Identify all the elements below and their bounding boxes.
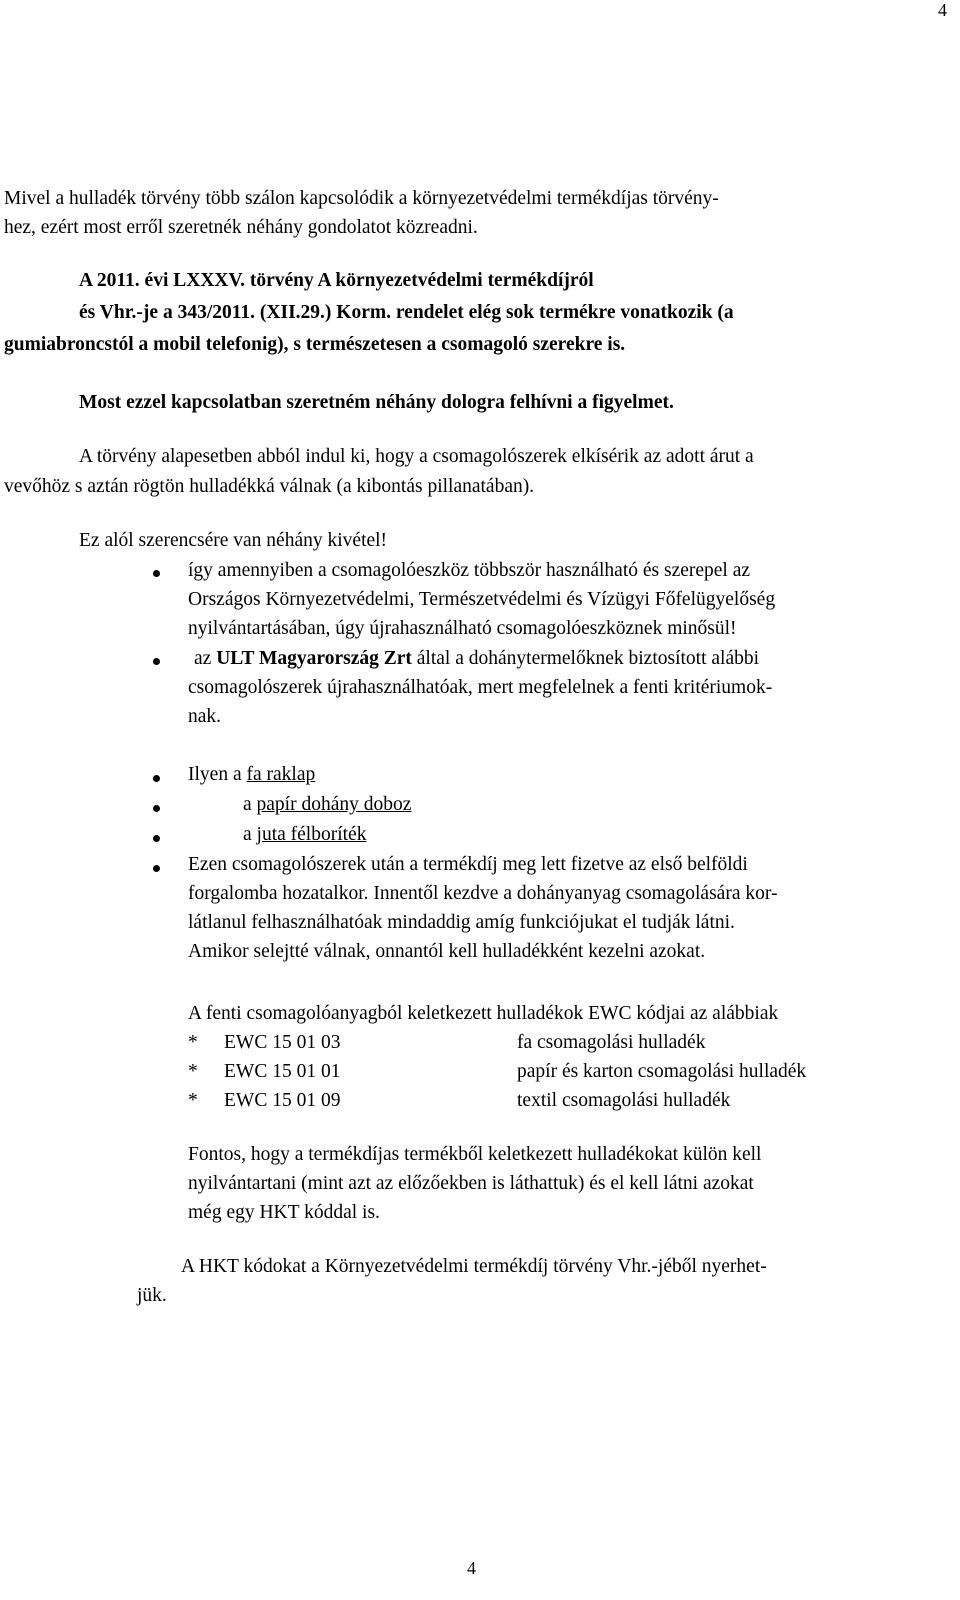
law-line-2: és Vhr.-je a 343/2011. (XII.29.) Korm. rendelet elég sok termékre vonatkozik (a [79, 302, 734, 323]
packaging-item-3-name: juta félboríték [256, 824, 367, 845]
fee-paid-line-2: forgalomba hozatalkor. Innentől kezdve a dohányanyag csomagolására kor- [188, 883, 778, 904]
ewc-star: * [188, 1061, 198, 1082]
important-line-1: Fontos, hogy a termékdíjas termékből keletkezett hulladékokat külön kell [188, 1144, 762, 1165]
hkt-line-2: jük. [137, 1285, 167, 1306]
exception-1-line-2: Országos Környezetvédelmi, Természetvédelmi és Vízügyi Főfelügyelőség [188, 589, 776, 610]
exception-2-rest: által a dohánytermelőknek biztosított alábbi [411, 648, 760, 669]
packaging-item-2 [243, 794, 411, 816]
exception-2-line-1 [188, 648, 759, 670]
ewc-description: textil csomagolási hulladék [517, 1090, 731, 1111]
important-line-2: nyilvántartani (mint azt az előzőekben is láthattuk) és el kell látni azokat [188, 1173, 754, 1194]
packaging-item-3-prefix: a [243, 824, 257, 845]
hkt-line-1: A HKT kódokat a Környezetvédelmi termékdíj törvény Vhr.-jéből nyerhet- [181, 1256, 767, 1277]
fee-paid-line-3: látlanul felhasználhatóak mindaddig amíg funkciójukat el tudják látni. [188, 912, 735, 933]
law-line-1: A 2011. évi LXXXV. törvény A környezetvédelmi termékdíjról [79, 270, 594, 291]
intro-line-1: Mivel a hulladék törvény több szálon kapcsolódik a környezetvédelmi termékdíjas törvény- [4, 188, 719, 209]
packaging-item-2-name: papír dohány doboz [256, 794, 412, 815]
bullet-icon [153, 835, 160, 842]
bullet-icon [153, 805, 160, 812]
exception-1-line-3: nyilvántartásában, úgy újrahasználható csomagolóeszköznek minősül! [188, 618, 737, 639]
bullet-icon [153, 570, 160, 577]
ewc-description: fa csomagolási hulladék [517, 1032, 706, 1053]
basic-case-line-2: vevőhöz s aztán rögtön hulladékká válnak (a kibontás pillanatában). [4, 476, 535, 497]
fee-paid-line-1: Ezen csomagolószerek után a termékdíj meg lett fizetve az első belföldi [188, 854, 748, 875]
law-line-3: gumiabroncstól a mobil telefonig), s természetesen a csomagoló szerekre is. [4, 334, 626, 355]
exception-2-prefix: az [194, 648, 217, 669]
ewc-description: papír és karton csomagolási hulladék [517, 1061, 807, 1082]
company-name: ULT Magyarország Zrt [216, 648, 412, 669]
ewc-star: * [188, 1090, 198, 1111]
ewc-code: EWC 15 01 09 [224, 1090, 341, 1111]
packaging-item-2-prefix: a [243, 794, 257, 815]
important-line-3: még egy HKT kóddal is. [188, 1202, 380, 1223]
basic-case-line-1: A törvény alapesetben abból indul ki, hogy a csomagolószerek elkísérik az adott árut a [79, 446, 754, 467]
exception-1-line-1: így amennyiben a csomagolóeszköz többször használható és szerepel az [188, 560, 751, 581]
packaging-item-3 [243, 824, 366, 846]
ewc-star: * [188, 1032, 198, 1053]
ewc-code: EWC 15 01 01 [224, 1061, 341, 1082]
exception-2-line-3: nak. [188, 706, 222, 727]
packaging-item-1-name: fa raklap [246, 764, 316, 785]
bullet-icon [153, 865, 160, 872]
packaging-item-1 [188, 764, 315, 786]
exception-2-line-2: csomagolószerek újrahasználhatóak, mert megfelelnek a fenti kritériumok- [188, 677, 773, 698]
bullet-icon [153, 658, 160, 665]
ewc-code: EWC 15 01 03 [224, 1032, 341, 1053]
footer-page-number: 4 [467, 1558, 476, 1578]
fee-paid-line-4: Amikor selejtté válnak, onnantól kell hulladékként kezelni azokat. [188, 941, 706, 962]
attention-line: Most ezzel kapcsolatban szeretném néhány dologra felhívni a figyelmet. [79, 392, 674, 413]
exception-intro: Ez alól szerencsére van néhány kivétel! [79, 530, 388, 551]
ewc-intro: A fenti csomagolóanyagból keletkezett hulladékok EWC kódjai az alábbiak [188, 1003, 779, 1024]
bullet-icon [153, 775, 160, 782]
packaging-item-1-prefix: Ilyen a [188, 764, 247, 785]
header-page-number: 4 [938, 0, 947, 20]
intro-line-2: hez, ezért most erről szeretnék néhány gondolatot közreadni. [4, 217, 478, 238]
